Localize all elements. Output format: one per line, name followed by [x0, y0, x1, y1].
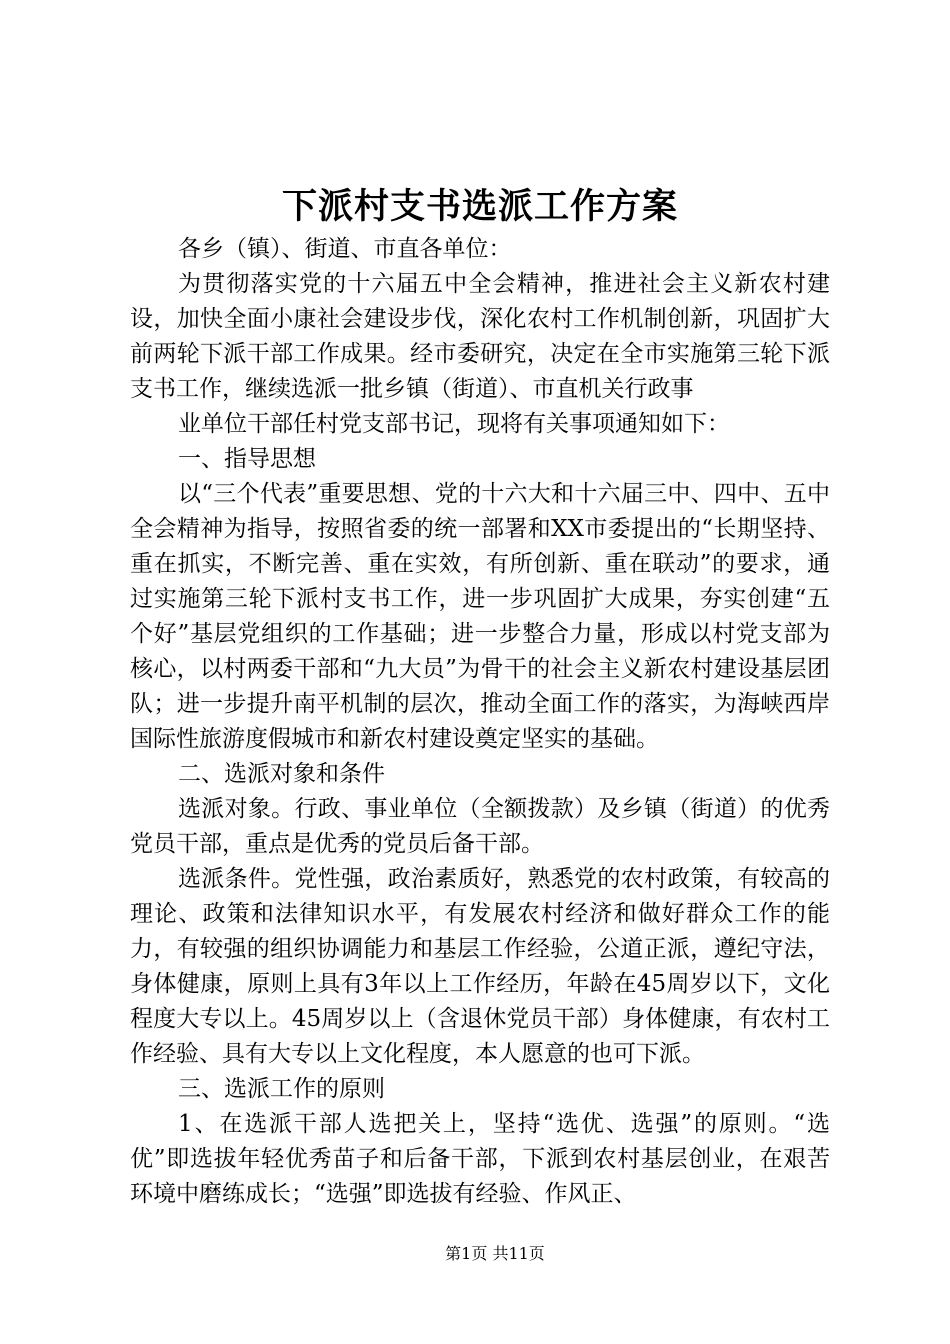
document-body [130, 232, 830, 1212]
document-title: 下派村支书选派工作方案 [281, 186, 678, 227]
selection-target-paragraph: 选派对象。行政、事业单位（全额拨款）及乡镇（街道）的优秀党员干部，重点是优秀的党员后备干部。 [130, 796, 830, 857]
section-heading-1: 一、指导思想 [178, 446, 316, 472]
section-heading-2: 二、选派对象和条件 [178, 761, 385, 787]
selection-conditions-paragraph: 选派条件。党性强，政治素质好，熟悉党的农村政策，有较高的理论、政策和法律知识水平，有发展农村经济和做好群众工作的能力，有较强的组织协调能力和基层工作经验，公道正派，遵纪守法，身体健康，原则上具有3年以上工作经历，年龄在45周岁以下，文化程度大专以上。45周岁以上（含退休党员干部）身体健康，有农村工作经验、具有大专以上文化程度，本人愿意的也可下派。 [130, 866, 830, 1067]
page-footer: 第1页 共11页 [445, 1244, 545, 1263]
intro-continuation: 业单位干部任村党支部书记，现将有关事项通知如下： [178, 411, 730, 437]
guiding-thought-paragraph: 以“三个代表”重要思想、党的十六大和十六届三中、四中、五中全会精神为指导，按照省委的统一部署和XX市委提出的“长期坚持、重在抓实，不断完善、重在实效，有所创新、重在联动”的要求，通过实施第三轮下派村支书工作，进一步巩固扩大成果，夯实创建“五个好”基层党组织的工作基础；进一步整合力量，形成以村党支部为核心，以村两委干部和“九大员”为骨干的社会主义新农村建设基层团队；进一步提升南平机制的层次，推动全面工作的落实，为海峡西岸国际性旅游度假城市和新农村建设奠定坚实的基础。 [130, 481, 830, 752]
principle-paragraph-1: 1、在选派干部人选把关上，坚持“选优、选强”的原则。“选优”即选拔年轻优秀苗子和后备干部，下派到农村基层创业，在艰苦环境中磨练成长；“选强”即选拔有经验、作风正、 [130, 1111, 830, 1207]
intro-paragraph: 为贯彻落实党的十六届五中全会精神，推进社会主义新农村建设，加快全面小康社会建设步伐，深化农村工作机制创新，巩固扩大前两轮下派干部工作成果。经市委研究，决定在全市实施第三轮下派支书工作，继续选派一批乡镇（街道）、市直机关行政事 [130, 271, 830, 402]
section-heading-3: 三、选派工作的原则 [178, 1076, 385, 1102]
salutation: 各乡（镇）、街道、市直各单位： [178, 236, 512, 262]
